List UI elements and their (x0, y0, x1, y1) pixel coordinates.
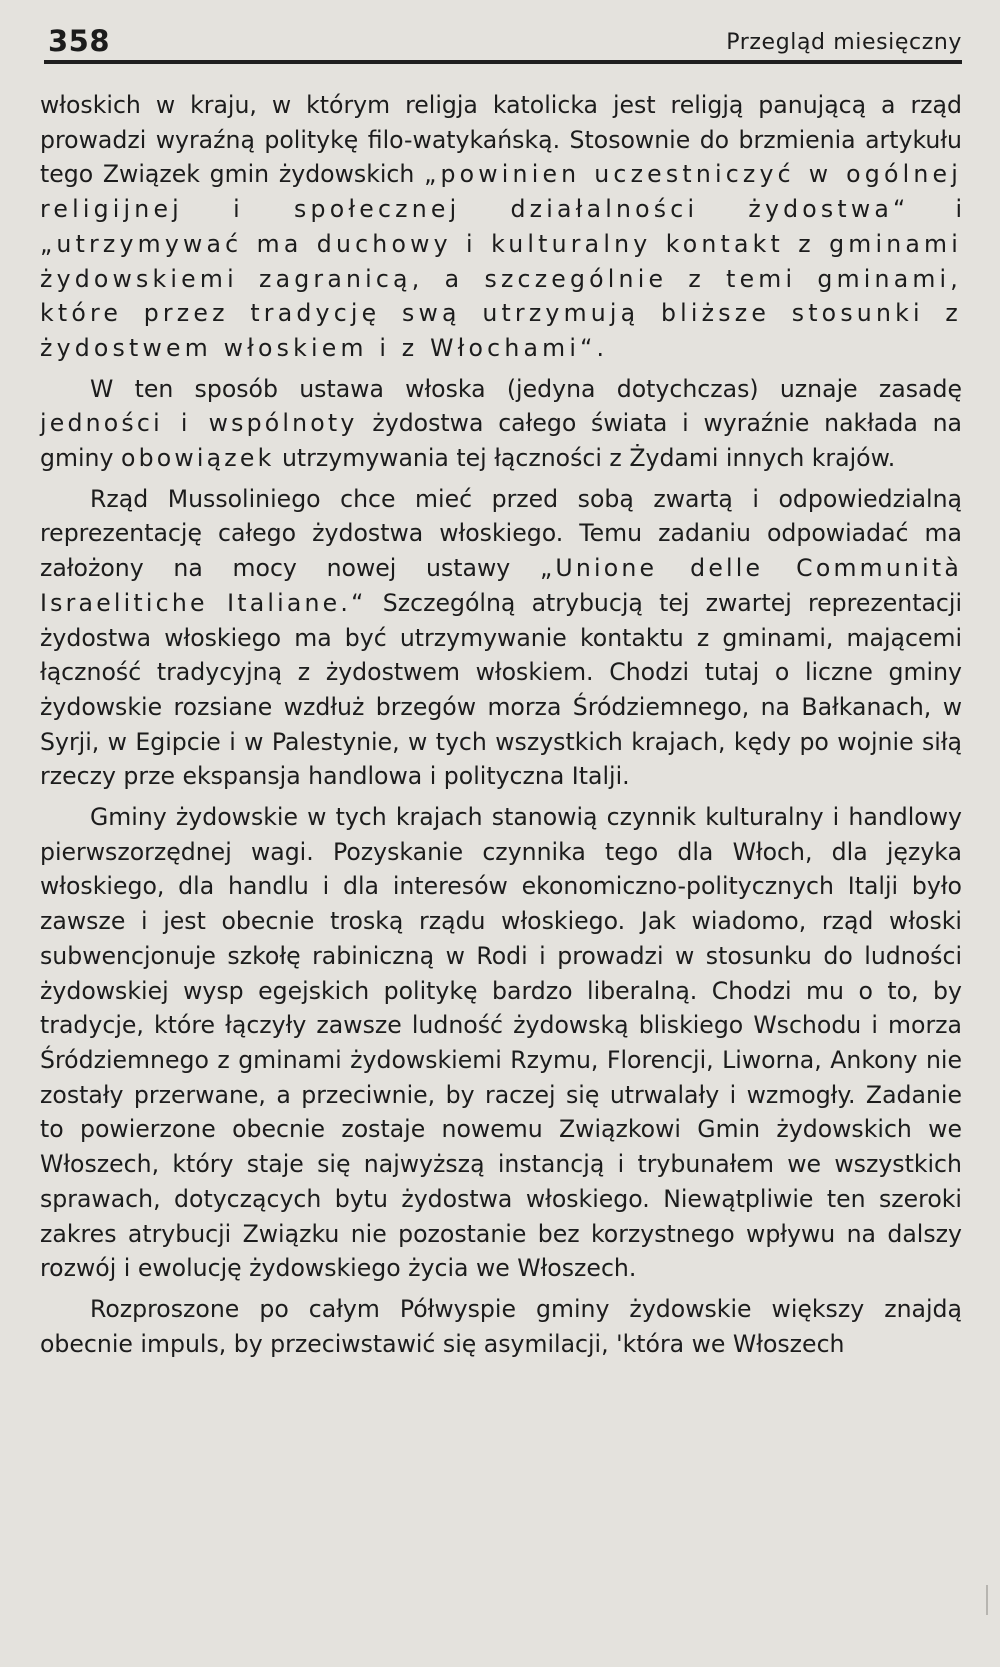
article-body (40, 88, 962, 1361)
p1-text-e: . (596, 333, 604, 362)
p2-text-e: utrzymywania tej łączności z Żydami innych krajów. (274, 444, 896, 473)
p3-text-a: Rząd Mussoliniego chce mieć przed sobą zwartą i odpowiedzialną reprezentację całego żydostwa włoskiego. Temu zadaniu odpowiadać ma założony na mocy nowej ustawy (40, 484, 962, 583)
p1-quote-spaced-1: „powinien uczestniczyć w ogólnej religijnej i społecznej działalności żydostwa“ (40, 160, 962, 224)
paragraph-5: Rozproszone po całym Półwyspie gminy żydowskie większy znajdą obecnie impuls, by przeciwstawić się asymilacji, 'która we Włoszech (40, 1294, 962, 1358)
p1-text-c: i (909, 195, 962, 224)
paragraph-2 (40, 372, 962, 476)
p3-text-c: Szczególną atrybucją tej zwartej reprezentacji żydostwa włoskiego ma być utrzymywanie kontaktu z gminami, mającemi łączność tradycyjną z żydostwem włoskiem. Chodzi tutaj o liczne gminy żydowskie rozsiane wzdłuż brzegów morza Śródziemnego, na Bałkanach, w Syrji, w Egipcie i w Palestynie, w tych wszystkich krajach, kędy po wojnie siłą rzeczy prze ekspansja handlowa i polityczna Italji. (40, 588, 962, 791)
p2-text-c: żydostwa całego świata i wyraźnie nakłada na gminy (40, 409, 962, 473)
paragraph-3 (40, 482, 962, 794)
p2-spaced-2: obowiązek (120, 444, 275, 473)
p2-spaced-1: jedności i wspólnoty (40, 409, 358, 438)
paragraph-1 (40, 88, 962, 366)
p1-quote-spaced-2: „utrzymywać ma duchowy i kulturalny kontakt z gminami żydowskiemi zagranicą, a szczególnie z temi gminami, które przez tradycję swą utrzymują bliższe stosunki z żydostwem włoskiem i z Włochami“ (40, 229, 962, 362)
p3-spaced-name: „Unione delle Communità Israelitiche Italiane.“ (40, 554, 962, 617)
margin-mark (986, 1585, 988, 1615)
running-title: Przegląd miesięczny (726, 30, 962, 55)
p2-text-a: W ten sposób ustawa włoska (jedyna dotychczas) uznaje zasadę (90, 374, 962, 403)
header-rule (44, 60, 962, 64)
page-header (44, 18, 962, 66)
page-number: 358 (48, 24, 111, 58)
p1-text-a: włoskich w kraju, w którym religja katolicka jest religją panującą a rząd prowadzi wyraźną politykę filo-watykańską. Stosownie do brzmienia artykułu tego Związek gmin żydowskich (40, 91, 962, 189)
paragraph-4: Gminy żydowskie w tych krajach stanowią czynnik kulturalny i handlowy pierwszorzędnej wagi. Pozyskanie czynnika tego dla Włoch, dla języka włoskiego, dla handlu i dla interesów ekonomiczno-politycznych Italji było zawsze i jest obecnie troską rządu włoskiego. Jak wiadomo, rząd włoski subwencjonuje szkołę rabiniczną w Rodi i prowadzi w stosunku do ludności żydowskiej wysp egejskich politykę bardzo liberalną. Chodzi mu o to, by tradycje, które łączyły zawsze ludność żydowską bliskiego Wschodu i morza Śródziemnego z gminami żydowskiemi Rzymu, Florencji, Liworna, Ankony nie zostały przerwane, a przeciwnie, by raczej się utrwalały i wzmogły. Zadanie to powierzone obecnie zostaje nowemu Związkowi Gmin żydowskich we Włoszech, który staje się najwyższą instancją i trybunałem we wszystkich sprawach, dotyczących bytu żydostwa włoskiego. Niewątpliwie ten szeroki zakres atrybucji Związku nie pozostanie bez korzystnego wpływu na dalszy rozwój i ewolucję żydowskiego życia we Włoszech. (40, 803, 962, 1283)
